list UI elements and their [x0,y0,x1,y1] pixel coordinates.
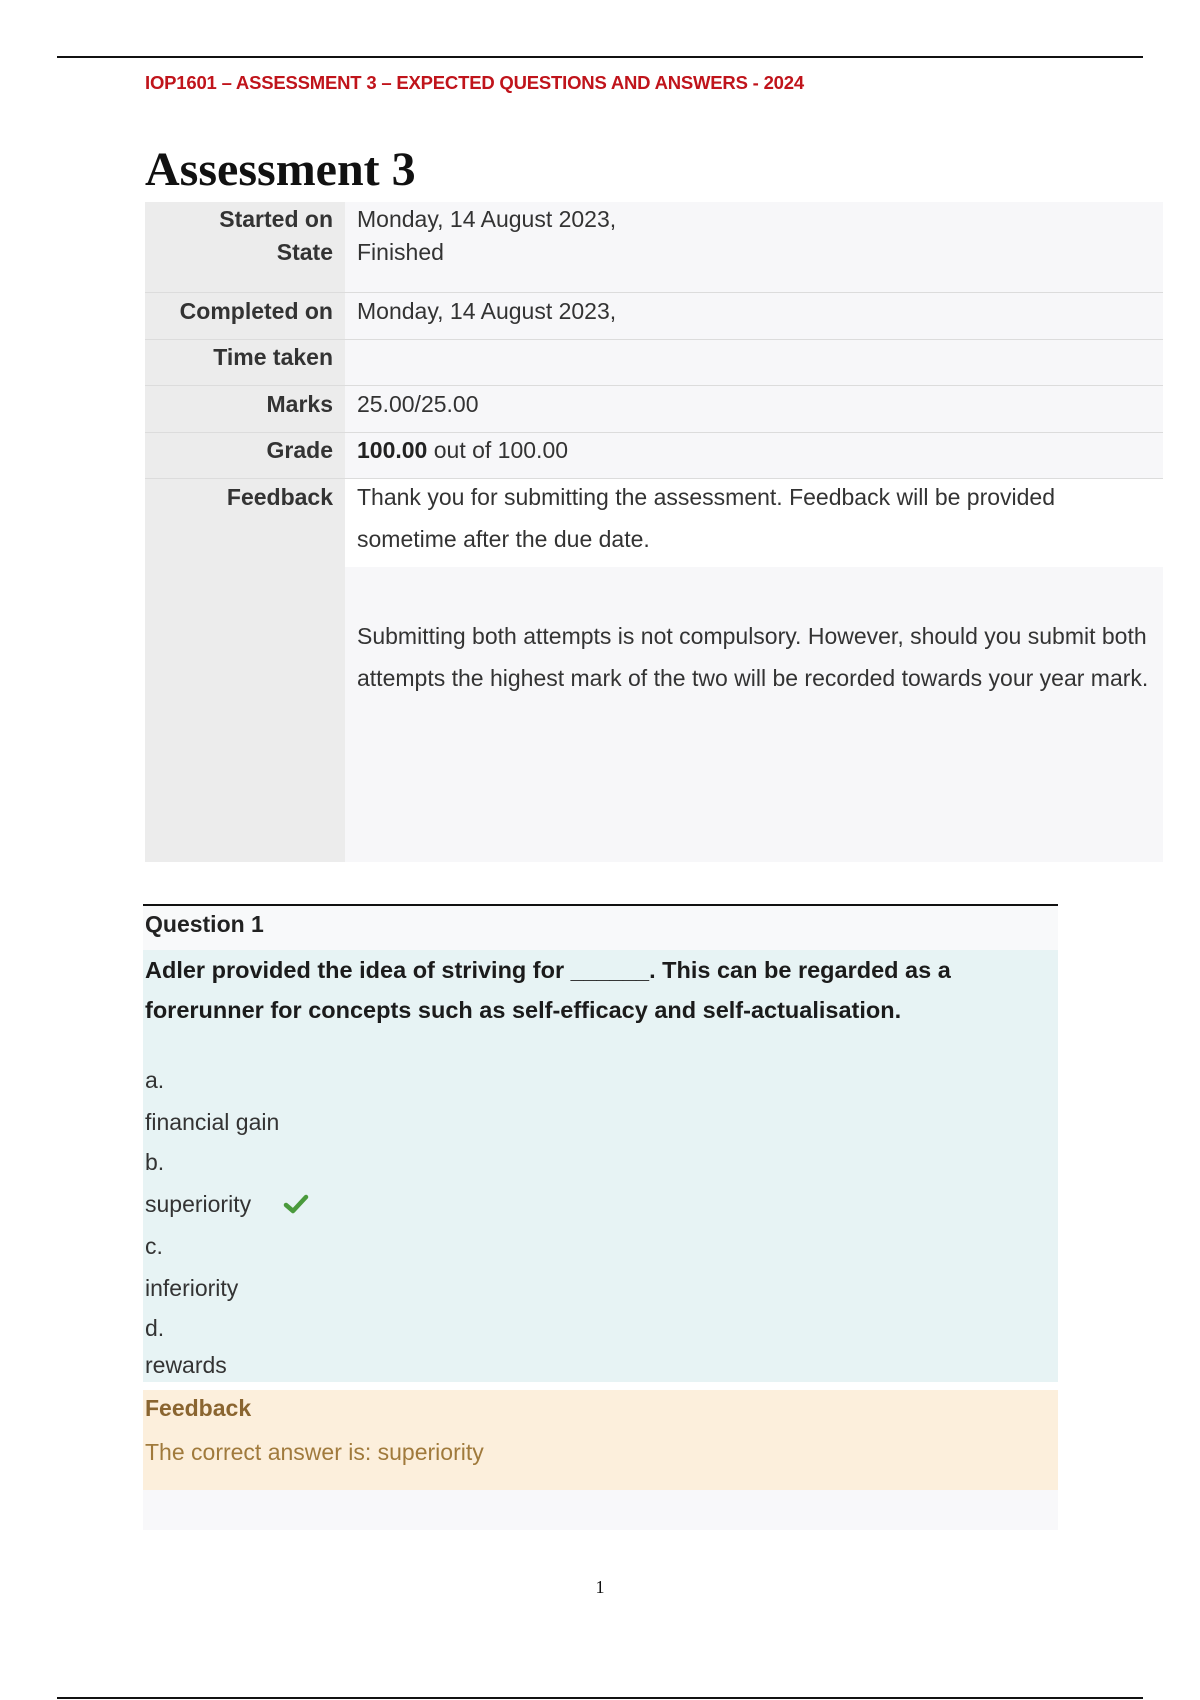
option-letter: d. [145,1315,165,1341]
summary-row-state [145,239,1163,293]
question-body [143,950,1058,1382]
option-letter: b. [145,1149,165,1175]
check-icon [283,1192,309,1216]
summary-label-feedback: Feedback [226,484,333,510]
bottom-rule [57,1697,1143,1699]
summary-label: Started on [219,206,333,232]
option-text: superiority [145,1191,252,1217]
summary-row-completed-on [145,294,1163,340]
option-letter: a. [145,1067,165,1093]
summary-row-time-taken [145,340,1163,386]
question-feedback [143,1390,1058,1490]
summary-value: Finished [357,239,444,265]
grade-out-of: out of 100.00 [427,437,569,463]
summary-feedback-paragraph: Submitting both attempts is not compulsory. However, should you submit both attempts the highest mark of the two will be recorded towards your year mark. [357,623,1149,691]
question-text: Adler provided the idea of striving for ______. This can be regarded as a forerunner for concepts such as self-efficacy and self-actualisation. [145,957,951,1023]
summary-label: Time taken [213,344,333,370]
option-letter: c. [145,1233,163,1259]
summary-value: Monday, 14 August 2023, [357,206,617,232]
option-text: inferiority [145,1275,239,1301]
option-text: financial gain [145,1109,280,1135]
summary-label: State [276,239,333,265]
summary-label: Grade [266,437,333,463]
feedback-title: Feedback [145,1395,252,1421]
document-header: IOP1601 – ASSESSMENT 3 – EXPECTED QUESTIONS AND ANSWERS - 2024 [145,72,804,93]
summary-feedback-paragraph: Thank you for submitting the assessment. Feedback will be provided sometime after the due date. [357,484,1056,552]
question-number: Question 1 [145,911,264,937]
attempt-summary-table [145,202,1163,862]
summary-label: Completed on [179,298,333,324]
top-rule [57,56,1143,58]
summary-row-marks [145,387,1163,433]
summary-label: Marks [266,391,333,417]
option-correct [145,1186,345,1222]
page-title: Assessment 3 [145,143,416,196]
summary-value: Monday, 14 August 2023, [357,298,617,324]
question-header [143,906,1058,950]
summary-row-grade [145,433,1163,479]
option-text: rewards [145,1352,227,1378]
correct-answer-text: The correct answer is: superiority [145,1439,484,1465]
page-number: 1 [595,1577,605,1597]
summary-value [357,433,568,467]
grade-score: 100.00 [357,437,428,463]
summary-value: 25.00/25.00 [357,391,479,417]
